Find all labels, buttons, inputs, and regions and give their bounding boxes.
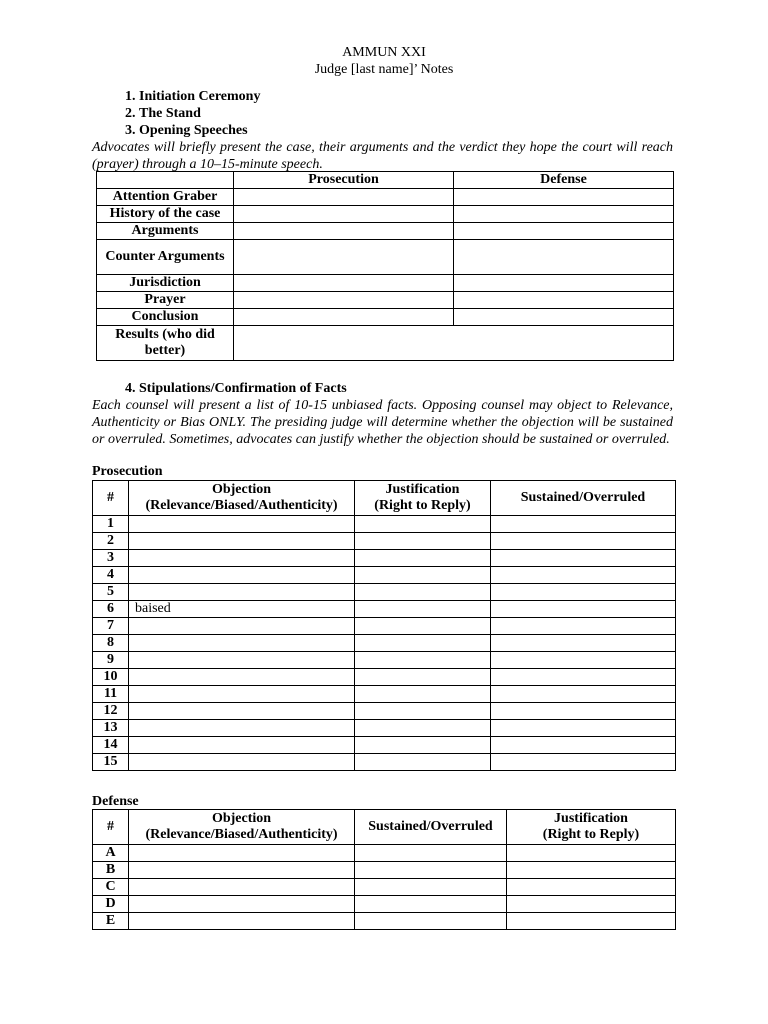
header-objection-title: Objection bbox=[211, 482, 272, 497]
header-number: # bbox=[93, 481, 129, 516]
sustained-cell[interactable] bbox=[491, 550, 676, 567]
prosecution-rows bbox=[93, 516, 676, 771]
justification-cell[interactable] bbox=[355, 516, 491, 533]
justification-cell[interactable] bbox=[507, 845, 676, 862]
objection-cell[interactable] bbox=[129, 635, 355, 652]
results-cell[interactable] bbox=[234, 326, 674, 361]
prosecution-cell[interactable] bbox=[234, 240, 454, 275]
table-row bbox=[93, 584, 676, 601]
table-row bbox=[93, 516, 676, 533]
row-number: 13 bbox=[93, 720, 129, 737]
justification-cell[interactable] bbox=[355, 601, 491, 618]
table-row bbox=[97, 206, 674, 223]
justification-cell[interactable] bbox=[507, 862, 676, 879]
row-label: Jurisdiction bbox=[97, 275, 234, 292]
objection-cell[interactable] bbox=[129, 567, 355, 584]
sustained-cell[interactable] bbox=[355, 896, 507, 913]
table-row bbox=[93, 879, 676, 896]
row-letter: E bbox=[93, 913, 129, 930]
stage-item-stand: 2. The Stand bbox=[139, 105, 260, 122]
objection-cell[interactable] bbox=[129, 669, 355, 686]
row-number: 11 bbox=[93, 686, 129, 703]
table-row bbox=[93, 896, 676, 913]
table-row bbox=[93, 703, 676, 720]
row-number: 2 bbox=[93, 533, 129, 550]
header-objection-title: Objection bbox=[211, 811, 272, 826]
table-row bbox=[93, 720, 676, 737]
row-number: 14 bbox=[93, 737, 129, 754]
objection-cell[interactable] bbox=[129, 720, 355, 737]
table-row bbox=[93, 533, 676, 550]
defense-cell[interactable] bbox=[454, 223, 674, 240]
objection-cell[interactable] bbox=[129, 533, 355, 550]
objection-cell[interactable] bbox=[129, 896, 355, 913]
sustained-cell[interactable] bbox=[491, 601, 676, 618]
objection-cell[interactable] bbox=[129, 516, 355, 533]
row-number: 6 bbox=[93, 601, 129, 618]
justification-cell[interactable] bbox=[355, 550, 491, 567]
justification-cell[interactable] bbox=[355, 567, 491, 584]
header-number: # bbox=[93, 810, 129, 845]
sustained-cell[interactable] bbox=[491, 516, 676, 533]
table-row bbox=[93, 754, 676, 771]
sustained-cell[interactable] bbox=[355, 862, 507, 879]
sustained-cell[interactable] bbox=[491, 703, 676, 720]
sustained-cell[interactable] bbox=[491, 618, 676, 635]
row-label: History of the case bbox=[97, 206, 234, 223]
stage-list bbox=[92, 88, 260, 139]
justification-cell[interactable] bbox=[355, 686, 491, 703]
header-justification-title: Justification bbox=[385, 482, 460, 497]
objection-cell[interactable] bbox=[129, 618, 355, 635]
table-row bbox=[93, 845, 676, 862]
objection-cell[interactable] bbox=[129, 845, 355, 862]
sustained-cell[interactable] bbox=[491, 652, 676, 669]
justification-cell[interactable] bbox=[507, 879, 676, 896]
sustained-cell[interactable] bbox=[355, 879, 507, 896]
results-label: Results (who did better) bbox=[97, 326, 234, 361]
sustained-cell[interactable] bbox=[491, 686, 676, 703]
row-letter: C bbox=[93, 879, 129, 896]
defense-rows bbox=[93, 845, 676, 930]
objection-cell[interactable] bbox=[129, 754, 355, 771]
sustained-cell[interactable] bbox=[491, 754, 676, 771]
sustained-cell[interactable] bbox=[355, 845, 507, 862]
table-row bbox=[93, 652, 676, 669]
opening-speeches-table bbox=[96, 171, 674, 361]
row-letter: D bbox=[93, 896, 129, 913]
defense-objections-table bbox=[92, 809, 676, 930]
table-row bbox=[97, 240, 674, 275]
table-row bbox=[93, 635, 676, 652]
justification-cell[interactable] bbox=[355, 737, 491, 754]
row-number: 1 bbox=[93, 516, 129, 533]
sustained-cell[interactable] bbox=[491, 669, 676, 686]
header-sustained: Sustained/Overruled bbox=[355, 810, 507, 845]
table-row bbox=[93, 550, 676, 567]
table-row bbox=[93, 913, 676, 930]
objection-cell[interactable]: baised bbox=[129, 601, 355, 618]
row-number: 3 bbox=[93, 550, 129, 567]
header-justification bbox=[355, 481, 491, 516]
row-label: Conclusion bbox=[97, 309, 234, 326]
table-row bbox=[93, 669, 676, 686]
justification-cell[interactable] bbox=[355, 584, 491, 601]
header-objection bbox=[129, 481, 355, 516]
prosecution-cell[interactable] bbox=[234, 206, 454, 223]
prosecution-cell[interactable] bbox=[234, 275, 454, 292]
sustained-cell[interactable] bbox=[491, 567, 676, 584]
header-objection bbox=[129, 810, 355, 845]
header-objection-sub: (Relevance/Biased/Authenticity) bbox=[145, 827, 338, 842]
table-row bbox=[93, 567, 676, 584]
stipulations-heading-list bbox=[92, 380, 347, 397]
table-row bbox=[97, 292, 674, 309]
header-sustained: Sustained/Overruled bbox=[491, 481, 676, 516]
objection-cell[interactable] bbox=[129, 703, 355, 720]
header-justification-sub: (Right to Reply) bbox=[374, 498, 471, 513]
sustained-cell[interactable] bbox=[491, 584, 676, 601]
row-number: 8 bbox=[93, 635, 129, 652]
row-label: Prayer bbox=[97, 292, 234, 309]
row-number: 7 bbox=[93, 618, 129, 635]
objection-cell[interactable] bbox=[129, 686, 355, 703]
defense-cell[interactable] bbox=[454, 309, 674, 326]
opening-header-defense: Defense bbox=[454, 172, 674, 189]
justification-cell[interactable] bbox=[355, 754, 491, 771]
table-row bbox=[97, 189, 674, 206]
prosecution-cell[interactable] bbox=[234, 223, 454, 240]
prosecution-label: Prosecution bbox=[92, 464, 163, 479]
defense-cell[interactable] bbox=[454, 292, 674, 309]
justification-cell[interactable] bbox=[355, 635, 491, 652]
row-number: 12 bbox=[93, 703, 129, 720]
sustained-cell[interactable] bbox=[491, 635, 676, 652]
row-letter: A bbox=[93, 845, 129, 862]
justification-cell[interactable] bbox=[355, 703, 491, 720]
row-label: Attention Graber bbox=[97, 189, 234, 206]
objection-cell[interactable] bbox=[129, 584, 355, 601]
stage-item-opening: 3. Opening Speeches bbox=[139, 122, 260, 139]
header-justification-sub: (Right to Reply) bbox=[542, 827, 640, 842]
table-row bbox=[93, 862, 676, 879]
justification-cell[interactable] bbox=[507, 913, 676, 930]
table-row bbox=[97, 309, 674, 326]
header-justification-title: Justification bbox=[554, 811, 628, 826]
table-row bbox=[93, 618, 676, 635]
defense-label: Defense bbox=[92, 794, 139, 809]
justification-cell[interactable] bbox=[355, 533, 491, 550]
row-number: 5 bbox=[93, 584, 129, 601]
objection-cell[interactable] bbox=[129, 913, 355, 930]
table-row bbox=[97, 275, 674, 292]
stipulations-heading: 4. Stipulations/Confirmation of Facts bbox=[139, 380, 347, 397]
opening-description: Advocates will briefly present the case, their arguments and the verdict they hope the court will reach (prayer) through a 10–15-minute speech. bbox=[92, 140, 673, 172]
document-title: AMMUN XXI bbox=[342, 45, 426, 60]
objection-cell[interactable] bbox=[129, 550, 355, 567]
row-number: 4 bbox=[93, 567, 129, 584]
table-row bbox=[93, 601, 676, 618]
sustained-cell[interactable] bbox=[491, 720, 676, 737]
justification-cell[interactable] bbox=[355, 720, 491, 737]
row-number: 15 bbox=[93, 754, 129, 771]
objection-cell[interactable] bbox=[129, 879, 355, 896]
justification-cell[interactable] bbox=[355, 652, 491, 669]
prosecution-cell[interactable] bbox=[234, 189, 454, 206]
defense-cell[interactable] bbox=[454, 189, 674, 206]
row-label: Arguments bbox=[97, 223, 234, 240]
row-number: 10 bbox=[93, 669, 129, 686]
prosecution-objections-table bbox=[92, 480, 676, 771]
row-label: Counter Arguments bbox=[97, 240, 234, 275]
justification-cell[interactable] bbox=[355, 669, 491, 686]
opening-header-empty bbox=[97, 172, 234, 189]
objection-cell[interactable] bbox=[129, 652, 355, 669]
objection-cell[interactable] bbox=[129, 737, 355, 754]
sustained-cell[interactable] bbox=[355, 913, 507, 930]
document-subtitle: Judge [last name]’ Notes bbox=[314, 62, 454, 77]
row-letter: B bbox=[93, 862, 129, 879]
defense-cell[interactable] bbox=[454, 275, 674, 292]
opening-header-prosecution: Prosecution bbox=[234, 172, 454, 189]
table-row bbox=[93, 686, 676, 703]
stipulations-description: Each counsel will present a list of 10-15 unbiased facts. Opposing counsel may object to Relevance, Authenticity or Bias ONLY. The presiding judge will determine whether the objection will be sustained or overruled. Sometimes, advocates can justify whether the objection should be sustained or overruled. bbox=[92, 398, 673, 447]
sustained-cell[interactable] bbox=[491, 737, 676, 754]
header-justification bbox=[507, 810, 676, 845]
header-objection-sub: (Relevance/Biased/Authenticity) bbox=[145, 498, 338, 513]
table-row bbox=[97, 326, 674, 361]
prosecution-cell[interactable] bbox=[234, 309, 454, 326]
row-number: 9 bbox=[93, 652, 129, 669]
prosecution-cell[interactable] bbox=[234, 292, 454, 309]
table-row bbox=[97, 223, 674, 240]
justification-cell[interactable] bbox=[355, 618, 491, 635]
defense-cell[interactable] bbox=[454, 206, 674, 223]
justification-cell[interactable] bbox=[507, 896, 676, 913]
stage-item-initiation: 1. Initiation Ceremony bbox=[139, 88, 260, 105]
objection-cell[interactable] bbox=[129, 862, 355, 879]
sustained-cell[interactable] bbox=[491, 533, 676, 550]
table-row bbox=[93, 737, 676, 754]
defense-cell[interactable] bbox=[454, 240, 674, 275]
